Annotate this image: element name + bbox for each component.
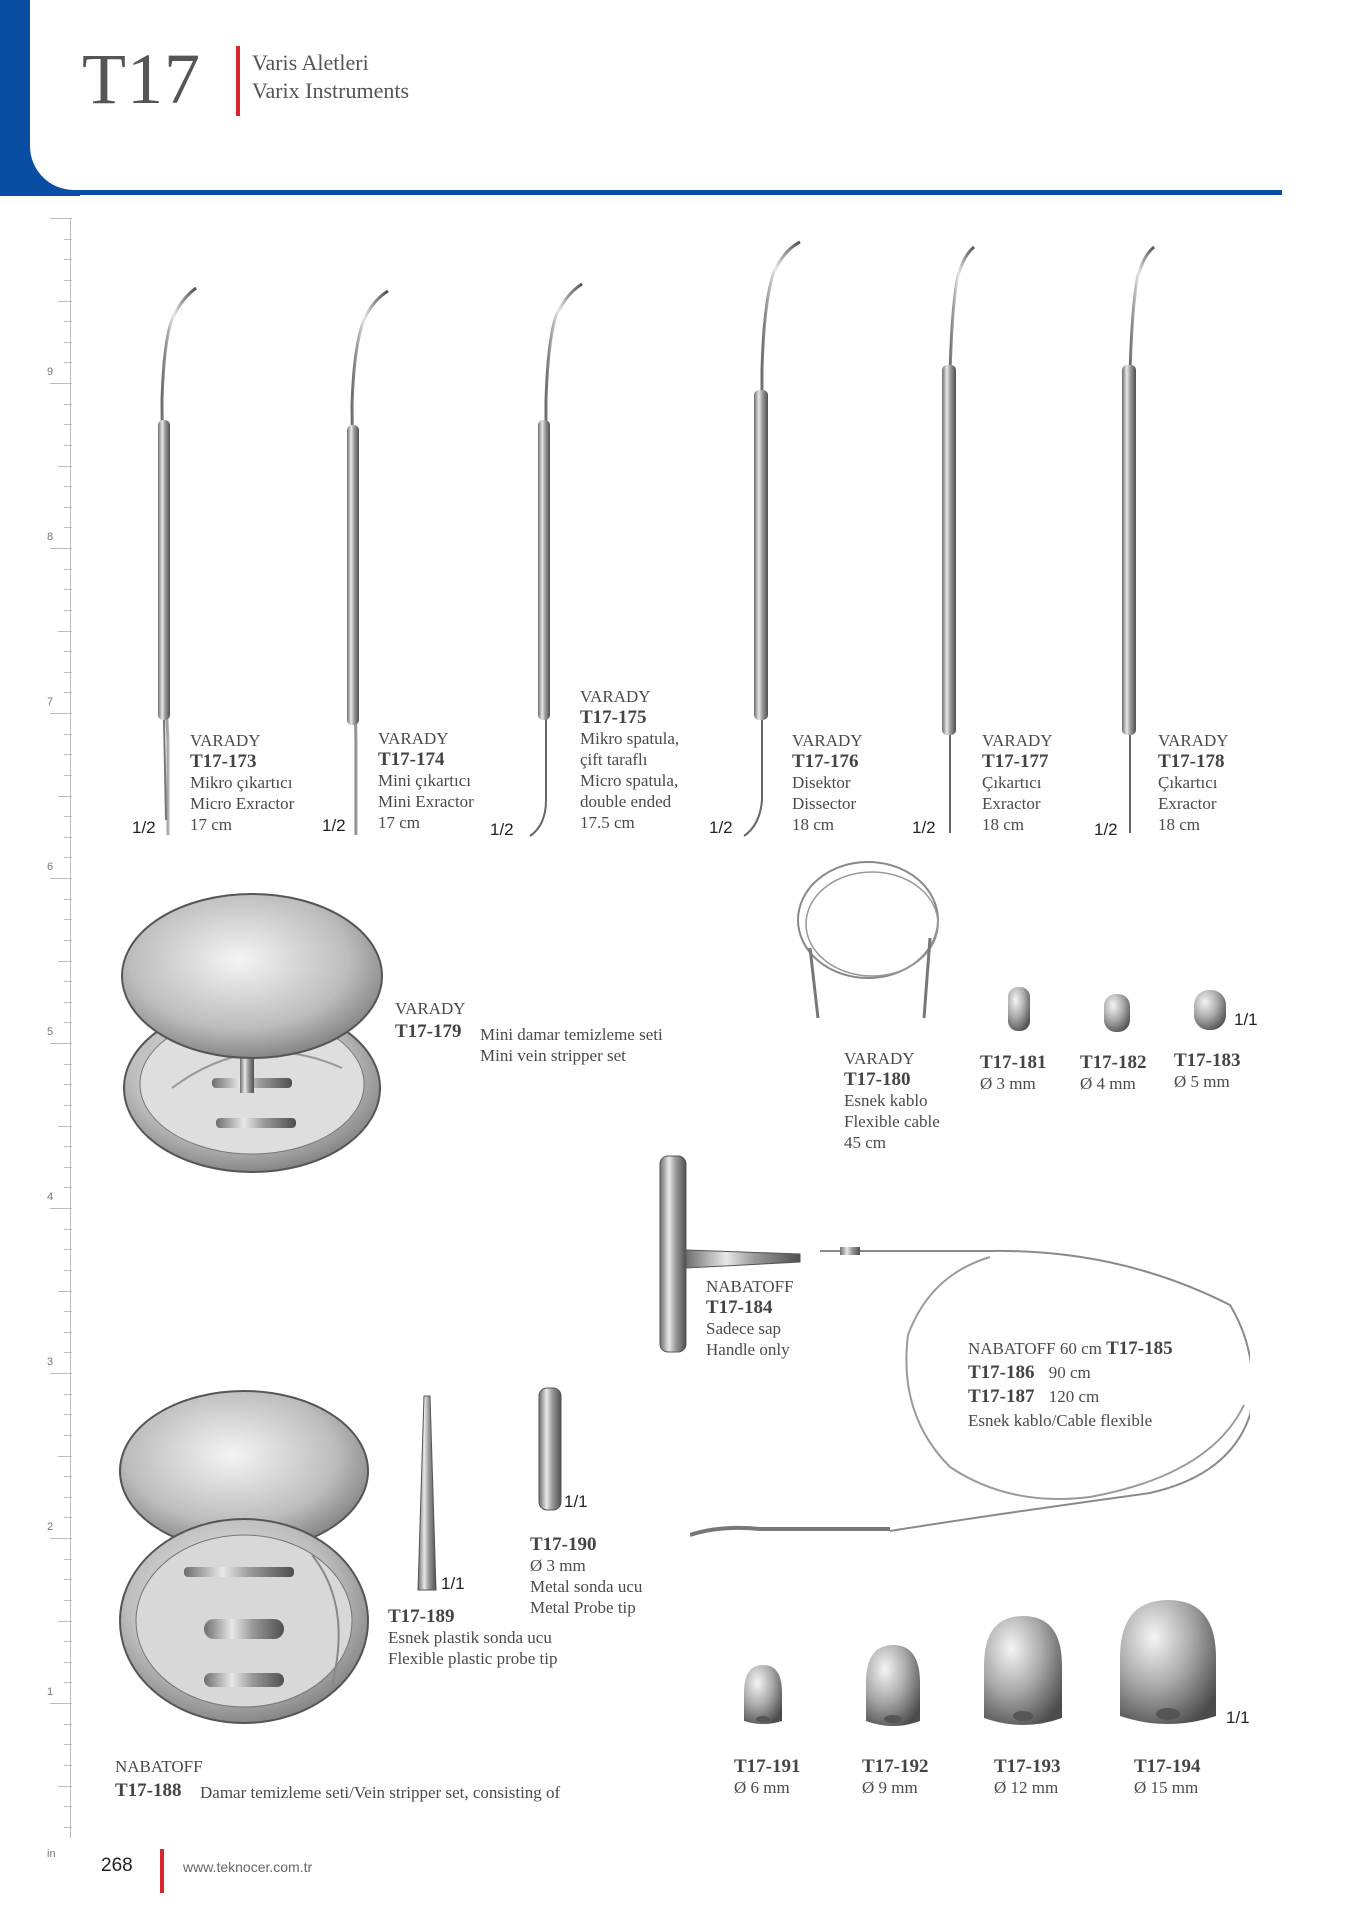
product-label-t17-185 — [968, 1338, 1173, 1359]
ruler-tick — [64, 1744, 72, 1745]
ruler-tick — [64, 857, 72, 858]
instrument-image-t17-189 — [412, 1390, 442, 1600]
ruler-label-3: 3 — [47, 1356, 54, 1368]
name-turkish-line1: Mikro spatula, — [580, 729, 680, 748]
product-label-t17-173 — [190, 730, 294, 835]
ruler-tick — [58, 1786, 72, 1787]
page-number: 268 — [101, 1855, 133, 1876]
product-label-t17-179 — [395, 998, 466, 1019]
ruler-tick — [64, 1332, 72, 1333]
ruler-tick — [64, 899, 72, 900]
scale-marker-t17-178: 1/2 — [1094, 820, 1118, 839]
product-code-t17-187: T17-187 — [968, 1386, 1035, 1407]
ruler-tick — [64, 1352, 72, 1353]
name-english: Micro Exractor — [190, 794, 295, 813]
ruler-tick — [64, 1002, 72, 1003]
chapter-code: T17 — [82, 39, 201, 119]
tip-label-t17-183 — [1174, 1050, 1241, 1092]
ruler-tick — [58, 961, 72, 962]
website-link[interactable]: www.teknocer.com.tr — [183, 1859, 313, 1875]
ruler-tick — [58, 1456, 72, 1457]
ruler-tick — [64, 1311, 72, 1312]
ruler-tick — [58, 796, 72, 797]
title-turkish: Varis Aletleri — [252, 50, 369, 75]
ruler-tick — [64, 1579, 72, 1580]
name-turkish: Mini çıkartıcı — [378, 771, 472, 790]
ruler-tick — [64, 1146, 72, 1147]
scale-marker-t17-174: 1/2 — [322, 816, 346, 835]
ruler-tick — [58, 631, 72, 632]
product-label-t17-186 — [968, 1362, 1091, 1383]
name-turkish: Çıkartıcı — [1158, 773, 1218, 792]
ruler-label-9: 9 — [47, 366, 54, 378]
diameter: Ø 3 mm — [530, 1556, 586, 1575]
title-english: Varix Instruments — [252, 78, 410, 103]
ruler-tick — [50, 1703, 72, 1704]
name-turkish: Esnek plastik sonda ucu — [388, 1628, 552, 1647]
product-label-t17-177 — [982, 730, 1053, 835]
product-code: T17-175 — [580, 707, 647, 728]
scale-marker-t17-175: 1/2 — [490, 820, 514, 839]
product-code-t17-179: T17-179 — [395, 1021, 462, 1042]
tip-image-t17-181 — [1006, 985, 1032, 1035]
size: 45 cm — [844, 1133, 887, 1152]
ruler-label-8: 8 — [47, 531, 54, 543]
product-code-t17-186: T17-186 — [968, 1362, 1035, 1383]
ruler-tick — [64, 589, 72, 590]
ruler-tick — [64, 1167, 72, 1168]
ruler-tick — [50, 878, 72, 879]
scale-marker-large-tips: 1/1 — [1226, 1708, 1250, 1727]
name-english: Flexible plastic probe tip — [388, 1649, 558, 1668]
product-code-t17-188: T17-188 — [115, 1780, 182, 1801]
inch-ruler — [46, 218, 72, 1860]
scale-marker-t17-189: 1/1 — [441, 1574, 465, 1593]
tip-label-t17-181 — [980, 1052, 1047, 1094]
ruler-tick — [64, 837, 72, 838]
ruler-tick — [58, 1291, 72, 1292]
ruler-tick — [64, 1682, 72, 1683]
diameter: Ø 3 mm — [980, 1074, 1036, 1093]
product-label-t17-175 — [580, 686, 679, 833]
instrument-image-t17-179-case — [112, 888, 392, 1178]
product-code: T17-191 — [734, 1756, 801, 1777]
ruler-tick — [64, 672, 72, 673]
ruler-tick — [64, 1724, 72, 1725]
product-code: T17-190 — [530, 1534, 597, 1555]
ruler-tick — [64, 404, 72, 405]
diameter: Ø 12 mm — [994, 1778, 1059, 1797]
ruler-tick — [58, 301, 72, 302]
ruler-label-5: 5 — [47, 1026, 54, 1038]
ruler-tick — [64, 1270, 72, 1271]
ruler-tick — [64, 754, 72, 755]
length-t17-186: 90 cm — [1048, 1363, 1091, 1382]
name-turkish: Mikro çıkartıcı — [190, 773, 293, 792]
name-english-line2: double ended — [580, 792, 672, 811]
tip-image-t17-192 — [862, 1643, 924, 1733]
ruler-tick — [64, 321, 72, 322]
ruler-tick — [64, 816, 72, 817]
name-english-line1: Micro spatula, — [580, 771, 679, 790]
ruler-tick — [64, 527, 72, 528]
footer-red-bar — [160, 1849, 164, 1893]
name-turkish-line2: çift taraflı — [580, 750, 648, 769]
length-t17-185: 60 cm — [1059, 1339, 1102, 1358]
brand: NABATOFF — [706, 1277, 794, 1296]
ruler-tick — [64, 1476, 72, 1477]
brand-t17-188: NABATOFF — [115, 1757, 203, 1776]
ruler-tick — [64, 1229, 72, 1230]
tip-image-t17-191 — [740, 1663, 786, 1729]
brand: VARADY — [1158, 731, 1229, 750]
ruler-tick — [50, 1373, 72, 1374]
ruler-tick — [64, 1249, 72, 1250]
ruler-tick — [64, 1641, 72, 1642]
tip-image-t17-183 — [1192, 988, 1228, 1034]
ruler-tick — [64, 1084, 72, 1085]
name-english: Dissector — [792, 794, 857, 813]
product-code: T17-180 — [844, 1069, 911, 1090]
instrument-image-t17-190 — [536, 1386, 564, 1516]
scale-marker-t17-177: 1/2 — [912, 818, 936, 837]
name-turkish: Esnek kablo — [844, 1091, 928, 1110]
ruler-tick — [64, 1600, 72, 1601]
brand: VARADY — [844, 1049, 915, 1068]
product-code: T17-178 — [1158, 751, 1225, 772]
ruler-tick — [64, 1064, 72, 1065]
ruler-tick — [64, 981, 72, 982]
length-t17-187: 120 cm — [1048, 1387, 1100, 1406]
ruler-tick — [64, 775, 72, 776]
brand: NABATOFF — [968, 1339, 1056, 1358]
name-english-t17-179: Mini vein stripper set — [480, 1046, 626, 1065]
ruler-label-1: 1 — [47, 1686, 54, 1698]
product-label-t17-180 — [844, 1048, 940, 1153]
ruler-tick — [64, 1105, 72, 1106]
scale-marker-t17-176: 1/2 — [709, 818, 733, 837]
product-code: T17-183 — [1174, 1050, 1241, 1071]
name-turkish: Sadece sap — [706, 1319, 782, 1338]
ruler-tick — [64, 1827, 72, 1828]
tip-image-t17-194 — [1116, 1598, 1220, 1734]
ruler-tick — [64, 940, 72, 941]
brand: VARADY — [792, 731, 863, 750]
ruler-label-7: 7 — [47, 696, 54, 708]
ruler-tick — [64, 651, 72, 652]
ruler-tick — [64, 1435, 72, 1436]
diameter: Ø 5 mm — [1174, 1072, 1230, 1091]
ruler-label-4: 4 — [47, 1191, 54, 1203]
tip-label-t17-193 — [994, 1756, 1061, 1798]
size: 18 cm — [982, 815, 1025, 834]
name-english: Metal Probe tip — [530, 1598, 636, 1617]
ruler-tick — [64, 1806, 72, 1807]
scale-marker-t17-173: 1/2 — [132, 818, 156, 837]
ruler-tick — [64, 569, 72, 570]
product-code-t17-185: T17-185 — [1106, 1338, 1173, 1359]
name-english: Flexible cable — [844, 1112, 940, 1131]
diameter: Ø 6 mm — [734, 1778, 790, 1797]
ruler-tick — [58, 1126, 72, 1127]
ruler-axis — [70, 218, 71, 1838]
ruler-label-6: 6 — [47, 861, 54, 873]
ruler-tick — [64, 1517, 72, 1518]
ruler-tick — [64, 362, 72, 363]
product-code: T17-193 — [994, 1756, 1061, 1777]
tip-label-t17-194 — [1134, 1756, 1201, 1798]
tip-label-t17-192 — [862, 1756, 929, 1798]
ruler-tick — [64, 692, 72, 693]
ruler-tick — [50, 383, 72, 384]
ruler-tick — [64, 342, 72, 343]
ruler-tick — [64, 734, 72, 735]
size: 18 cm — [792, 815, 835, 834]
name-english: Exractor — [1158, 794, 1217, 813]
ruler-tick — [64, 610, 72, 611]
product-code: T17-192 — [862, 1756, 929, 1777]
scale-marker-t17-190: 1/1 — [564, 1492, 588, 1511]
ruler-unit: in — [47, 1848, 56, 1860]
ruler-tick — [64, 1187, 72, 1188]
tip-image-t17-193 — [980, 1614, 1066, 1734]
product-code: T17-182 — [1080, 1052, 1147, 1073]
ruler-tick — [50, 1208, 72, 1209]
ruler-tick — [50, 1538, 72, 1539]
product-code: T17-176 — [792, 751, 859, 772]
ruler-tick — [64, 1497, 72, 1498]
header-red-bar — [236, 46, 240, 116]
name-english: Exractor — [982, 794, 1041, 813]
ruler-tick — [64, 424, 72, 425]
ruler-tick — [58, 466, 72, 467]
name-english: Mini Exractor — [378, 792, 474, 811]
ruler-label-2: 2 — [47, 1521, 54, 1533]
brand: VARADY — [395, 999, 466, 1018]
ruler-tick — [50, 548, 72, 549]
ruler-tick — [50, 713, 72, 714]
ruler-tick — [64, 1414, 72, 1415]
size: 17 cm — [378, 813, 421, 832]
product-code: T17-174 — [378, 749, 445, 770]
ruler-tick — [64, 919, 72, 920]
product-label-t17-187 — [968, 1386, 1099, 1407]
name-turkish: Disektor — [792, 773, 851, 792]
ruler-tick — [64, 1022, 72, 1023]
instrument-image-t17-188-case — [112, 1385, 376, 1731]
ruler-tick — [64, 1662, 72, 1663]
name-turkish-t17-179: Mini damar temizleme seti — [480, 1025, 663, 1044]
size: 18 cm — [1158, 815, 1201, 834]
brand: VARADY — [190, 731, 261, 750]
scale-marker-small-tips: 1/1 — [1234, 1010, 1258, 1029]
size: 17.5 cm — [580, 813, 635, 832]
cable-description: Esnek kablo/Cable flexible — [968, 1411, 1153, 1430]
diameter: Ø 15 mm — [1134, 1778, 1199, 1797]
size: 17 cm — [190, 815, 233, 834]
name-turkish: Çıkartıcı — [982, 773, 1042, 792]
product-code: T17-173 — [190, 751, 257, 772]
diameter: Ø 4 mm — [1080, 1074, 1136, 1093]
brand: VARADY — [982, 731, 1053, 750]
product-code: T17-194 — [1134, 1756, 1201, 1777]
header-rule — [60, 190, 1282, 195]
ruler-tick — [64, 486, 72, 487]
product-code: T17-184 — [706, 1297, 773, 1318]
product-label-t17-176 — [792, 730, 863, 835]
brand: VARADY — [580, 687, 651, 706]
ruler-tick — [58, 1621, 72, 1622]
ruler-tick — [64, 507, 72, 508]
ruler-tick — [64, 239, 72, 240]
name-english: Handle only — [706, 1340, 790, 1359]
product-code: T17-177 — [982, 751, 1049, 772]
name-turkish: Metal sonda ucu — [530, 1577, 643, 1596]
description-t17-188: Damar temizleme seti/Vein stripper set, consisting of — [200, 1783, 561, 1802]
ruler-tick — [64, 1394, 72, 1395]
tip-image-t17-182 — [1102, 992, 1132, 1036]
product-label-t17-190 — [530, 1534, 642, 1618]
ruler-tick — [64, 445, 72, 446]
ruler-tick — [64, 1765, 72, 1766]
brand: VARADY — [378, 729, 449, 748]
ruler-tick — [64, 280, 72, 281]
ruler-tick — [64, 259, 72, 260]
ruler-tick — [64, 1559, 72, 1560]
product-code: T17-181 — [980, 1052, 1047, 1073]
instrument-image-t17-180-cable — [790, 858, 950, 1028]
ruler-tick — [50, 218, 72, 219]
diameter: Ø 9 mm — [862, 1778, 918, 1797]
product-label-t17-178 — [1158, 730, 1229, 835]
tip-label-t17-182 — [1080, 1052, 1147, 1094]
product-label-t17-174 — [378, 728, 474, 833]
ruler-tick — [50, 1043, 72, 1044]
tip-label-t17-191 — [734, 1756, 801, 1798]
product-code: T17-189 — [388, 1606, 455, 1627]
